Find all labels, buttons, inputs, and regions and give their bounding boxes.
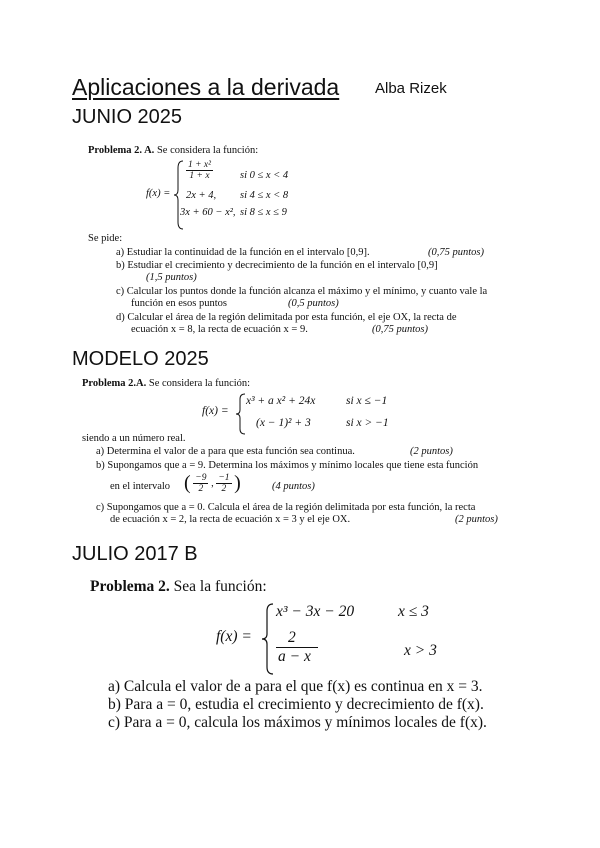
- interval-upper-denominator: 2: [221, 484, 227, 494]
- junio-item-c-line-2: función en esos puntos: [131, 298, 227, 309]
- interval-open-paren: (: [184, 472, 191, 494]
- modelo-item-c-line-2: de ecuación x = 2, la recta de ecuación x = 3 y el eje OX.: [110, 514, 351, 525]
- interval-close-paren: ): [234, 472, 241, 494]
- junio-piece-1-denominator: 1 + x: [189, 171, 210, 181]
- julio-piece-1: x³ − 3x − 20: [276, 603, 355, 620]
- modelo-problem-intro: [82, 378, 250, 389]
- modelo-item-a-points: (2 puntos): [410, 446, 453, 457]
- modelo-item-b-points: (4 puntos): [272, 481, 315, 492]
- julio-piece-2: [276, 629, 318, 666]
- interval-lower-numerator: −9: [195, 473, 207, 483]
- junio-problem-label: Problema 2. A.: [88, 145, 155, 156]
- modelo-piece-1: x³ + a x² + 24x: [246, 395, 316, 407]
- junio-item-d-line-2: ecuación x = 8, la recta de ecuación x = 9.: [131, 324, 308, 335]
- junio-item-c-points: (0,5 puntos): [288, 298, 339, 309]
- junio-item-d-points: (0,75 puntos): [372, 324, 428, 335]
- julio-fx-label: f(x) =: [216, 628, 252, 645]
- junio-fx-label: f(x) =: [146, 188, 171, 199]
- julio-problem-label: Problema 2.: [90, 578, 170, 595]
- section-heading-julio-2017-b: JULIO 2017 B: [72, 543, 198, 565]
- julio-piece-2-condition: x > 3: [404, 642, 437, 659]
- junio-item-d-line-1: d) Calcular el área de la región delimitada por esta función, el eje OX, la recta de: [116, 312, 457, 323]
- section-heading-junio-2025: JUNIO 2025: [72, 106, 183, 128]
- junio-piece-2: 2x + 4,: [186, 190, 217, 201]
- julio-item-a: a) Calcula el valor de a para el que f(x) es continua en x = 3.: [108, 678, 483, 695]
- junio-item-a-points: (0,75 puntos): [428, 247, 484, 258]
- modelo-piecewise-brace: [236, 393, 246, 435]
- section-heading-modelo-2025: MODELO 2025: [72, 348, 209, 370]
- modelo-item-b-interval: [184, 472, 241, 495]
- junio-item-b: b) Estudiar el crecimiento y decrecimiento de la función en el intervalo [0,9]: [116, 260, 438, 271]
- junio-se-pide: Se pide:: [88, 233, 123, 244]
- junio-piece-1: [186, 160, 213, 181]
- junio-problem-intro: [88, 145, 258, 156]
- julio-item-c: c) Para a = 0, calcula los máximos y mínimos locales de f(x).: [108, 714, 487, 731]
- modelo-piece-2-condition: si x > −1: [346, 417, 389, 429]
- modelo-item-b-interval-text: en el intervalo: [110, 481, 171, 492]
- modelo-item-a: a) Determina el valor de a para que esta función sea continua.: [96, 446, 355, 457]
- interval-upper-numerator: −1: [218, 473, 230, 483]
- interval-lower-denominator: 2: [198, 484, 204, 494]
- interval-comma: ,: [211, 478, 214, 489]
- junio-piece-1-condition: si 0 ≤ x < 4: [240, 170, 289, 181]
- junio-item-c-line-1: c) Calcular los puntos donde la función alcanza el máximo y el mínimo, y cuanto vale la: [116, 286, 488, 297]
- modelo-piece-2: (x − 1)² + 3: [256, 417, 311, 429]
- modelo-item-b: b) Supongamos que a = 9. Determina los máximos y mínimo locales que tiene esta función: [96, 460, 479, 471]
- modelo-intro-text: Se considera la función:: [148, 378, 251, 389]
- junio-piecewise-brace: [174, 160, 184, 230]
- modelo-piece-1-condition: si x ≤ −1: [346, 395, 388, 407]
- page-title: Aplicaciones a la derivada: [72, 74, 340, 100]
- julio-item-b: b) Para a = 0, estudia el crecimiento y decrecimiento de f(x).: [108, 696, 484, 713]
- modelo-item-c-points: (2 puntos): [455, 514, 498, 525]
- author-name: Alba Rizek: [375, 80, 447, 97]
- julio-piece-2-denominator: a − x: [278, 648, 311, 665]
- modelo-siendo: siendo a un número real.: [82, 433, 186, 444]
- julio-piecewise-brace: [262, 603, 274, 675]
- junio-piece-2-condition: si 4 ≤ x < 8: [240, 190, 289, 201]
- julio-piece-2-numerator: 2: [276, 629, 318, 648]
- modelo-item-c-line-1: c) Supongamos que a = 0. Calcula el área de la región delimitada por esta función, la recta: [96, 502, 476, 513]
- junio-item-a: a) Estudiar la continuidad de la función en el intervalo [0,9].: [116, 247, 370, 258]
- julio-intro-text: Sea la función:: [173, 578, 267, 595]
- julio-problem-intro: [90, 578, 267, 596]
- junio-piece-1-numerator: 1 + x²: [188, 160, 211, 170]
- modelo-fx-label: f(x) =: [202, 405, 229, 417]
- junio-piece-3: 3x + 60 − x²,: [180, 207, 236, 218]
- junio-item-b-points: (1,5 puntos): [146, 272, 197, 283]
- junio-piece-3-condition: si 8 ≤ x ≤ 9: [240, 207, 287, 218]
- julio-piece-1-condition: x ≤ 3: [398, 603, 429, 620]
- modelo-problem-label: Problema 2.A.: [82, 378, 147, 389]
- junio-intro-text: Se considera la función:: [156, 145, 259, 156]
